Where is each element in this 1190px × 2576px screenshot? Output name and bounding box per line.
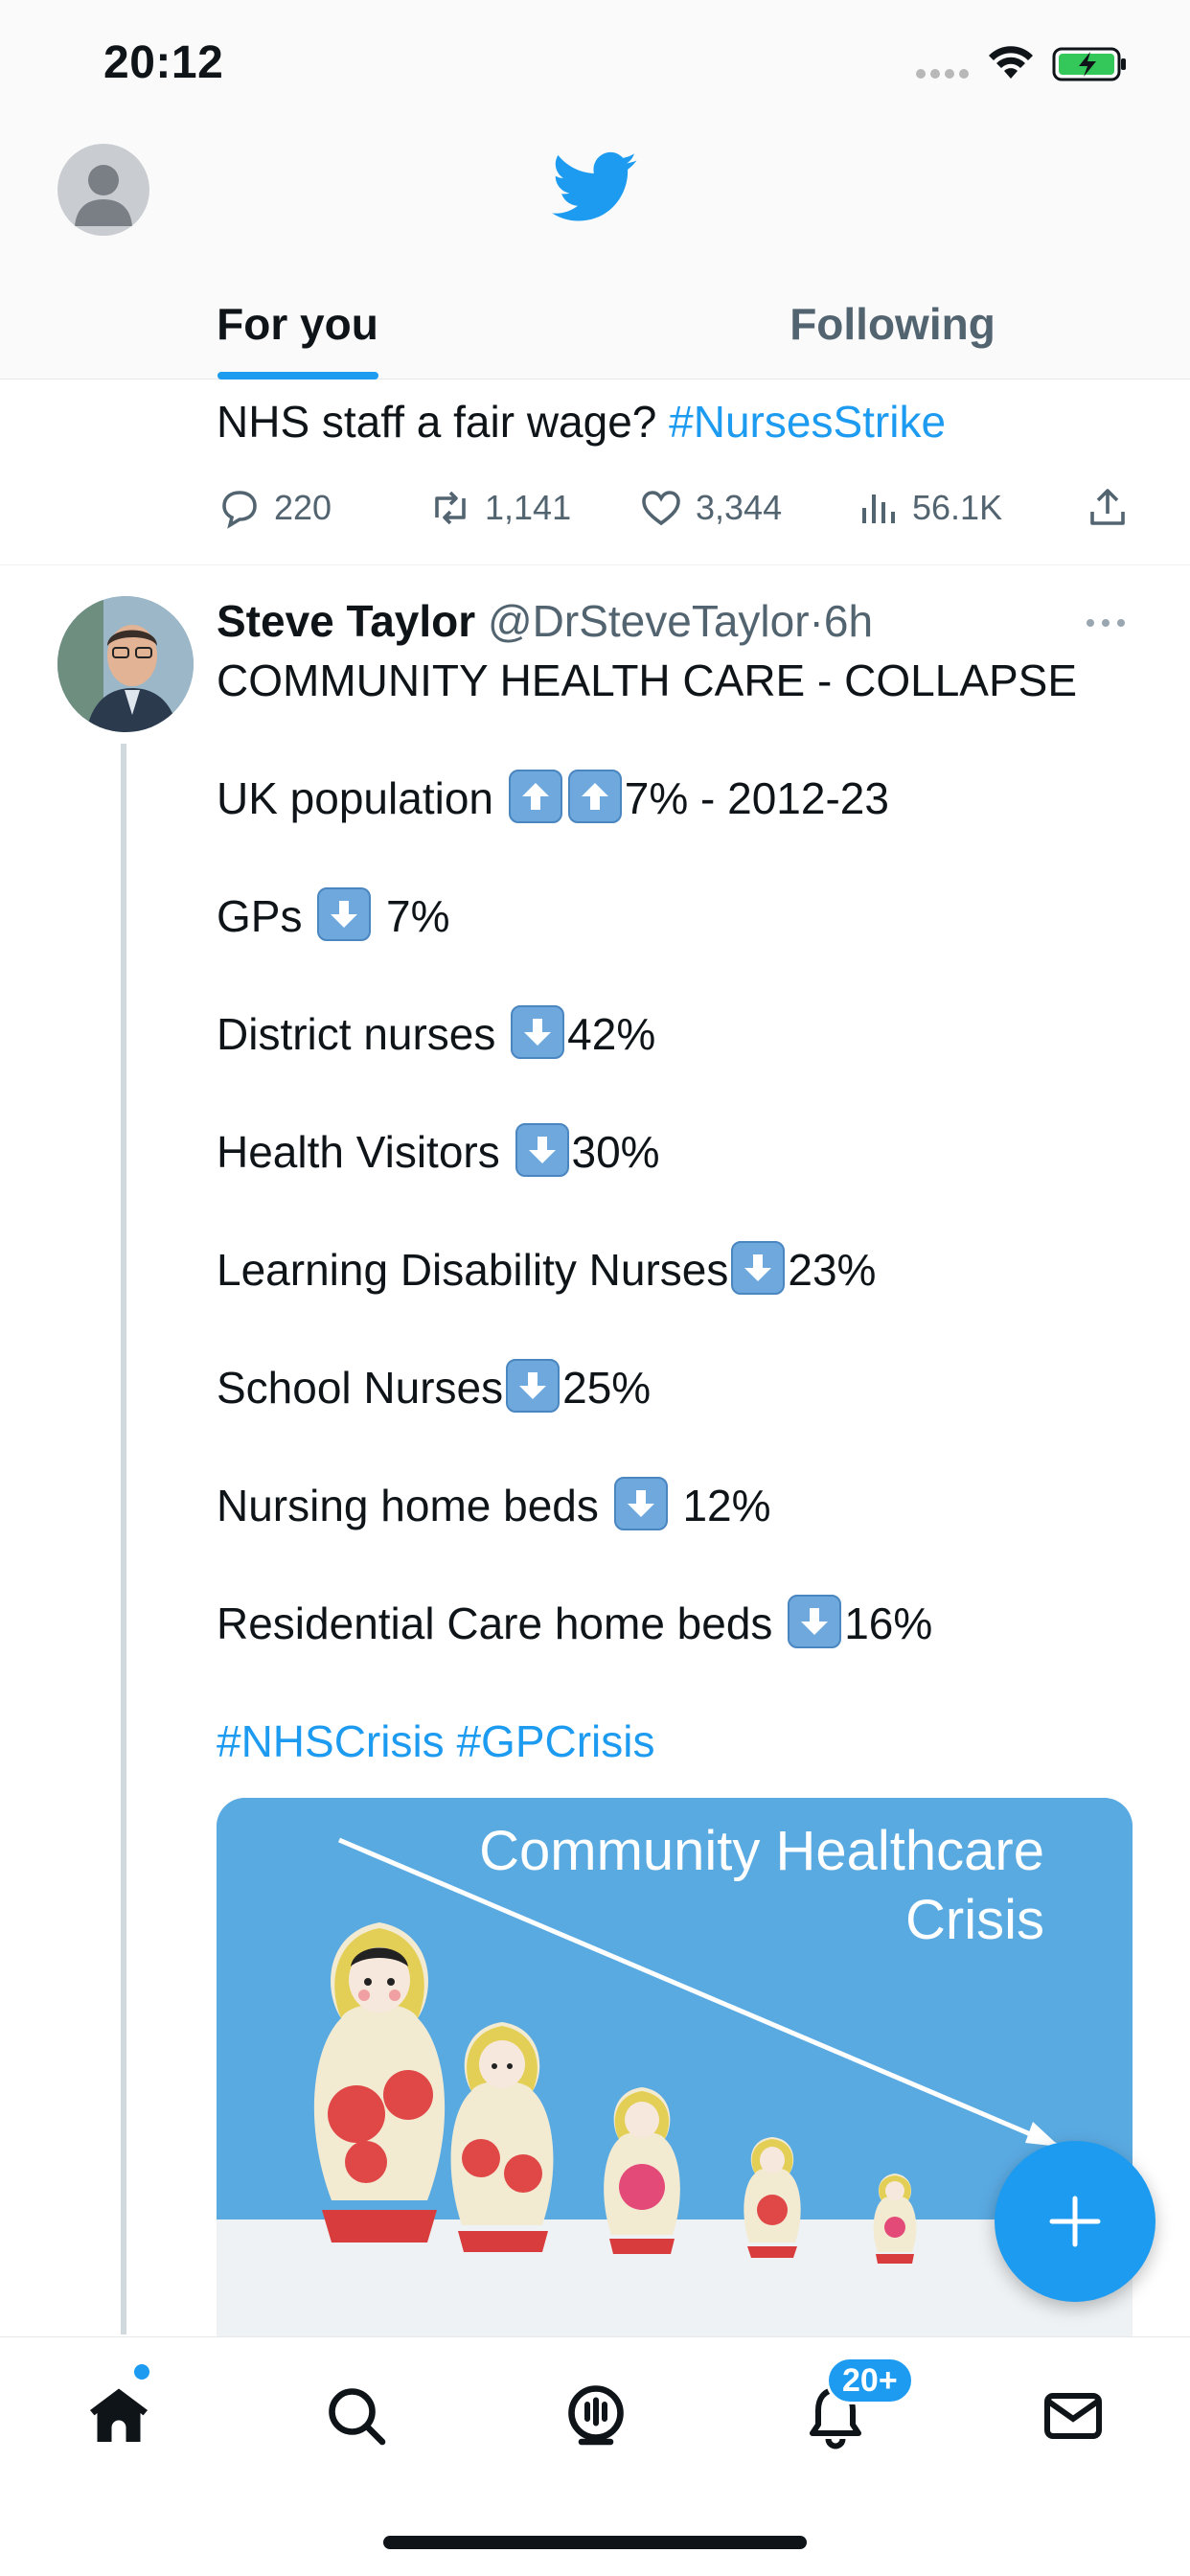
view-count: 56.1K <box>912 488 1003 527</box>
analytics-icon <box>855 485 901 531</box>
stat-line-health-visitors: Health Visitors 30% <box>217 1123 1136 1181</box>
stat-line-district-nurses: District nurses 42% <box>217 1005 1136 1063</box>
reply-button[interactable] <box>217 485 332 531</box>
tweet-hashtags[interactable]: #NHSCrisis #GPCrisis <box>217 1716 655 1766</box>
compose-tweet-button[interactable] <box>995 2141 1156 2302</box>
previous-tweet-text-line: NHS staff a fair wage? <box>217 397 657 447</box>
nav-home[interactable] <box>71 2368 167 2464</box>
previous-tweet-actions <box>217 470 1136 546</box>
cellular-signal-icon <box>916 69 969 79</box>
tab-following-label: Following <box>790 299 995 349</box>
timeline-tabs <box>0 268 1190 380</box>
stat-line-school-nurses: School Nurses 25% <box>217 1359 1136 1416</box>
stat-line-learning-disability: Learning Disability Nurses 23% <box>217 1241 1136 1299</box>
up-arrow-icon <box>509 770 562 823</box>
tweet-media-image[interactable] <box>217 1798 1133 2336</box>
plus-icon <box>1046 2193 1104 2250</box>
down-arrow-icon <box>506 1359 560 1413</box>
author-name[interactable]: Steve Taylor <box>217 596 476 646</box>
nav-messages[interactable] <box>1025 2368 1121 2464</box>
status-time: 20:12 <box>103 37 224 88</box>
media-overlay-title <box>479 1817 1044 1955</box>
stat-line-gps: GPs 7% <box>217 887 1136 945</box>
thread-connector-line <box>121 744 126 2334</box>
home-indicator-bar[interactable] <box>383 2536 807 2549</box>
envelope-icon <box>1039 2381 1108 2450</box>
tweet-headline: COMMUNITY HEALTH CARE - COLLAPSE <box>217 656 1078 705</box>
more-options-icon[interactable] <box>1083 613 1129 632</box>
down-arrow-icon <box>515 1123 569 1177</box>
retweet-button[interactable] <box>427 485 571 531</box>
media-title-line-2: Crisis <box>905 1889 1044 1951</box>
home-unread-dot <box>134 2364 149 2380</box>
nav-search[interactable] <box>309 2368 404 2464</box>
tab-for-you-label: For you <box>217 299 378 349</box>
tab-for-you[interactable] <box>0 268 595 380</box>
reply-icon <box>217 485 263 531</box>
tweet-timestamp[interactable]: 6h <box>823 596 874 646</box>
stat-line-residential-beds: Residential Care home beds 16% <box>217 1595 1136 1652</box>
author-handle[interactable]: @DrSteveTaylor <box>487 596 810 646</box>
stat-line-nursing-home-beds: Nursing home beds 12% <box>217 1477 1136 1534</box>
home-icon <box>84 2381 153 2450</box>
notifications-badge: 20+ <box>826 2357 914 2404</box>
active-tab-indicator <box>217 372 378 380</box>
wifi-icon <box>987 44 1035 82</box>
tab-following[interactable] <box>595 268 1190 380</box>
hashtag-link[interactable]: #NursesStrike <box>669 397 947 447</box>
previous-tweet[interactable] <box>0 380 1190 565</box>
status-bar <box>0 0 1190 134</box>
retweet-count: 1,141 <box>485 488 572 527</box>
like-button[interactable] <box>638 485 782 531</box>
up-arrow-icon <box>568 770 622 823</box>
retweet-icon <box>427 485 473 531</box>
down-arrow-icon <box>788 1595 841 1648</box>
previous-tweet-text <box>217 393 946 450</box>
search-icon <box>322 2381 391 2450</box>
down-arrow-icon <box>731 1241 785 1295</box>
profile-avatar-button[interactable] <box>57 144 149 236</box>
share-button[interactable] <box>1085 485 1142 531</box>
meta-separator: · <box>809 596 824 646</box>
author-avatar[interactable] <box>57 596 194 732</box>
stat-line-population: UK population 7% - 2012-23 <box>217 770 1136 827</box>
tweet-header <box>217 592 873 650</box>
down-arrow-icon <box>511 1005 564 1059</box>
tweet[interactable] <box>0 565 1190 2338</box>
battery-charging-icon <box>1052 46 1129 82</box>
spaces-microphone-icon <box>561 2381 630 2450</box>
like-count: 3,344 <box>696 488 783 527</box>
tweet-body <box>217 652 1136 1770</box>
media-title-line-1: Community Healthcare <box>479 1820 1044 1882</box>
reply-count: 220 <box>274 488 332 527</box>
top-header <box>0 0 1190 380</box>
down-arrow-icon <box>317 887 371 941</box>
down-arrow-icon <box>614 1477 668 1530</box>
default-user-icon <box>57 144 149 236</box>
twitter-bird-icon[interactable] <box>552 151 638 224</box>
nav-spaces[interactable] <box>548 2368 644 2464</box>
heart-icon <box>638 485 684 531</box>
share-icon <box>1085 485 1131 531</box>
views-button[interactable] <box>855 485 1002 531</box>
